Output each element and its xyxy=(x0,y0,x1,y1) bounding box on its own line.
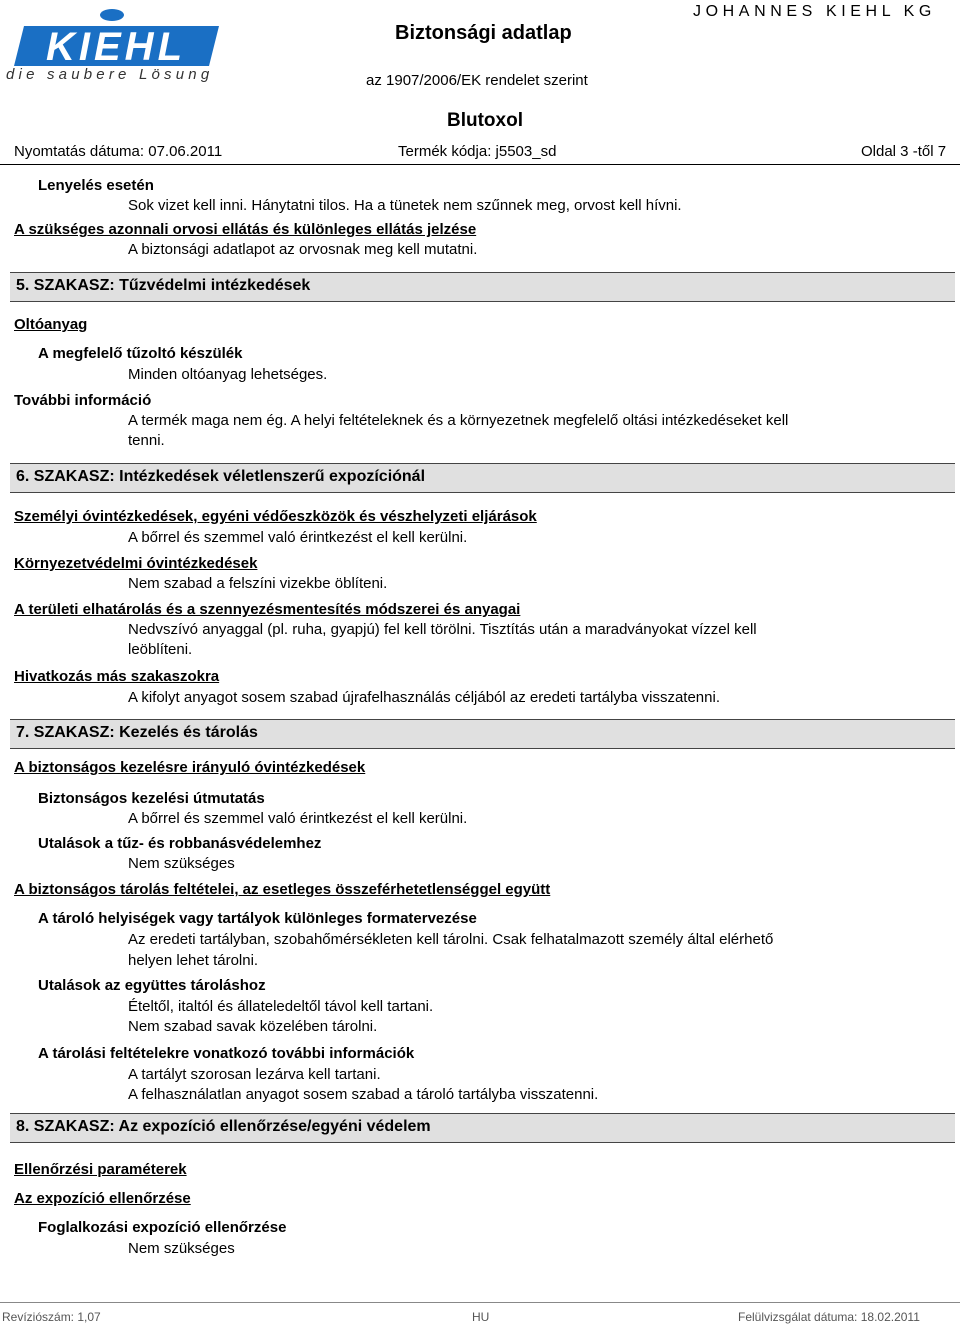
joint-storage-text-line2: Nem szabad savak közelében tárolni. xyxy=(128,1018,378,1035)
handling-advice-label: Biztonságos kezelési útmutatás xyxy=(38,790,265,807)
fire-protection-label: Utalások a tűz- és robbanásvédelemhez xyxy=(38,835,322,852)
reference-text: A kifolyt anyagot sosem szabad újrafelhasználás céljából az eredeti tartályba visszatenni. xyxy=(128,689,720,706)
section-8-title: 8. SZAKASZ: Az expozíció ellenőrzése/egyéni védelem xyxy=(16,1118,431,1135)
kiehl-logo xyxy=(4,4,229,82)
containment-text-line2: leöblíteni. xyxy=(128,641,193,658)
storage-further-text-line1: A tartályt szorosan lezárva kell tartani. xyxy=(128,1066,381,1083)
fire-protection-text: Nem szükséges xyxy=(128,855,235,872)
swallow-text: Sok vizet kell inni. Hánytatni tilos. Ha a tünetek nem szűnnek meg, orvost kell hívni. xyxy=(128,197,682,214)
storage-further-label: A tárolási feltételekre vonatkozó további információk xyxy=(38,1045,415,1062)
suitable-media-text: Minden oltóanyag lehetséges. xyxy=(128,366,328,383)
revision-number: Revíziószám: 1,07 xyxy=(2,1310,101,1324)
logo-slogan: die saubere Lösung xyxy=(6,66,214,82)
review-date: Felülvizsgálat dátuma: 18.02.2011 xyxy=(738,1310,920,1324)
extinguishing-media-label: Oltóanyag xyxy=(14,316,88,333)
product-name: Blutoxol xyxy=(447,110,523,131)
header-divider xyxy=(0,164,960,165)
containment-text-line1: Nedvszívó anyaggal (pl. ruha, gyapjú) fel kell törölni. Tisztítás után a maradványokat vízzel kell xyxy=(128,621,757,638)
product-code: Termék kódja: j5503_sd xyxy=(398,143,557,160)
section-5-title: 5. SZAKASZ: Tűzvédelmi intézkedések xyxy=(16,277,311,294)
print-date: Nyomtatás dátuma: 07.06.2011 xyxy=(14,143,223,160)
company-name: JOHANNES KIEHL KG xyxy=(693,3,936,20)
section-6-header xyxy=(10,463,955,493)
further-info-text-line1: A termék maga nem ég. A helyi feltételeknek és a környezetnek megfelelő oltási intézkedéseket kell xyxy=(128,412,789,429)
joint-storage-text-line1: Ételtől, italtól és állateledeltől távol kell tartani. xyxy=(128,998,434,1015)
section-8-header xyxy=(10,1113,955,1143)
footer-divider xyxy=(0,1302,960,1303)
exposure-controls-label: Az expozíció ellenőrzése xyxy=(14,1190,191,1207)
page-number: Oldal 3 -től 7 xyxy=(861,143,947,160)
storage-rooms-label: A tároló helyiségek vagy tartályok különleges formatervezése xyxy=(38,910,477,927)
logo-wordmark: KIEHL xyxy=(46,25,186,69)
personal-precautions-label: Személyi óvintézkedések, egyéni védőeszközök és vészhelyzeti eljárások xyxy=(14,508,537,525)
document-title: Biztonsági adatlap xyxy=(395,22,572,44)
medical-text: A biztonsági adatlapot az orvosnak meg kell mutatni. xyxy=(128,241,478,258)
regulation: az 1907/2006/EK rendelet szerint xyxy=(366,72,588,89)
personal-precautions-text: A bőrrel és szemmel való érintkezést el kell kerülni. xyxy=(128,529,468,546)
reference-label: Hivatkozás más szakaszokra xyxy=(14,668,220,685)
section-5-header xyxy=(10,272,955,302)
joint-storage-label: Utalások az együttes tároláshoz xyxy=(38,977,266,994)
section-6-title: 6. SZAKASZ: Intézkedések véletlenszerű expozíciónál xyxy=(16,468,426,485)
handling-advice-text: A bőrrel és szemmel való érintkezést el kell kerülni. xyxy=(128,810,468,827)
occupational-exposure-text: Nem szükséges xyxy=(128,1240,235,1257)
environmental-precautions-text: Nem szabad a felszíni vizekbe öblíteni. xyxy=(128,575,388,592)
storage-rooms-text-line1: Az eredeti tartályban, szobahőmérsékleten kell tárolni. Csak felhatalmazott személy által elérhető xyxy=(128,931,774,948)
safe-handling-label: A biztonságos kezelésre irányuló óvintézkedések xyxy=(14,759,366,776)
storage-rooms-text-line2: helyen lehet tárolni. xyxy=(128,952,259,969)
section-7-title: 7. SZAKASZ: Kezelés és tárolás xyxy=(16,724,258,741)
swallow-label: Lenyelés esetén xyxy=(38,177,154,194)
control-parameters-label: Ellenőrzési paraméterek xyxy=(14,1161,187,1178)
further-info-label: További információ xyxy=(14,392,152,409)
storage-further-text-line2: A felhasználatlan anyagot sosem szabad a tároló tartályba visszatenni. xyxy=(128,1086,599,1103)
suitable-media-label: A megfelelő tűzoltó készülék xyxy=(38,345,243,362)
further-info-text-line2: tenni. xyxy=(128,432,165,449)
environmental-precautions-label: Környezetvédelmi óvintézkedések xyxy=(14,555,258,572)
medical-label: A szükséges azonnali orvosi ellátás és különleges ellátás jelzése xyxy=(14,221,477,238)
containment-label: A területi elhatárolás és a szennyezésmentesítés módszerei és anyagai xyxy=(14,601,521,618)
occupational-exposure-label: Foglalkozási expozíció ellenőrzése xyxy=(38,1219,287,1236)
section-7-header xyxy=(10,719,955,749)
language-code: HU xyxy=(472,1310,490,1324)
safe-storage-label: A biztonságos tárolás feltételei, az esetleges összeférhetetlenséggel együtt xyxy=(14,881,551,898)
